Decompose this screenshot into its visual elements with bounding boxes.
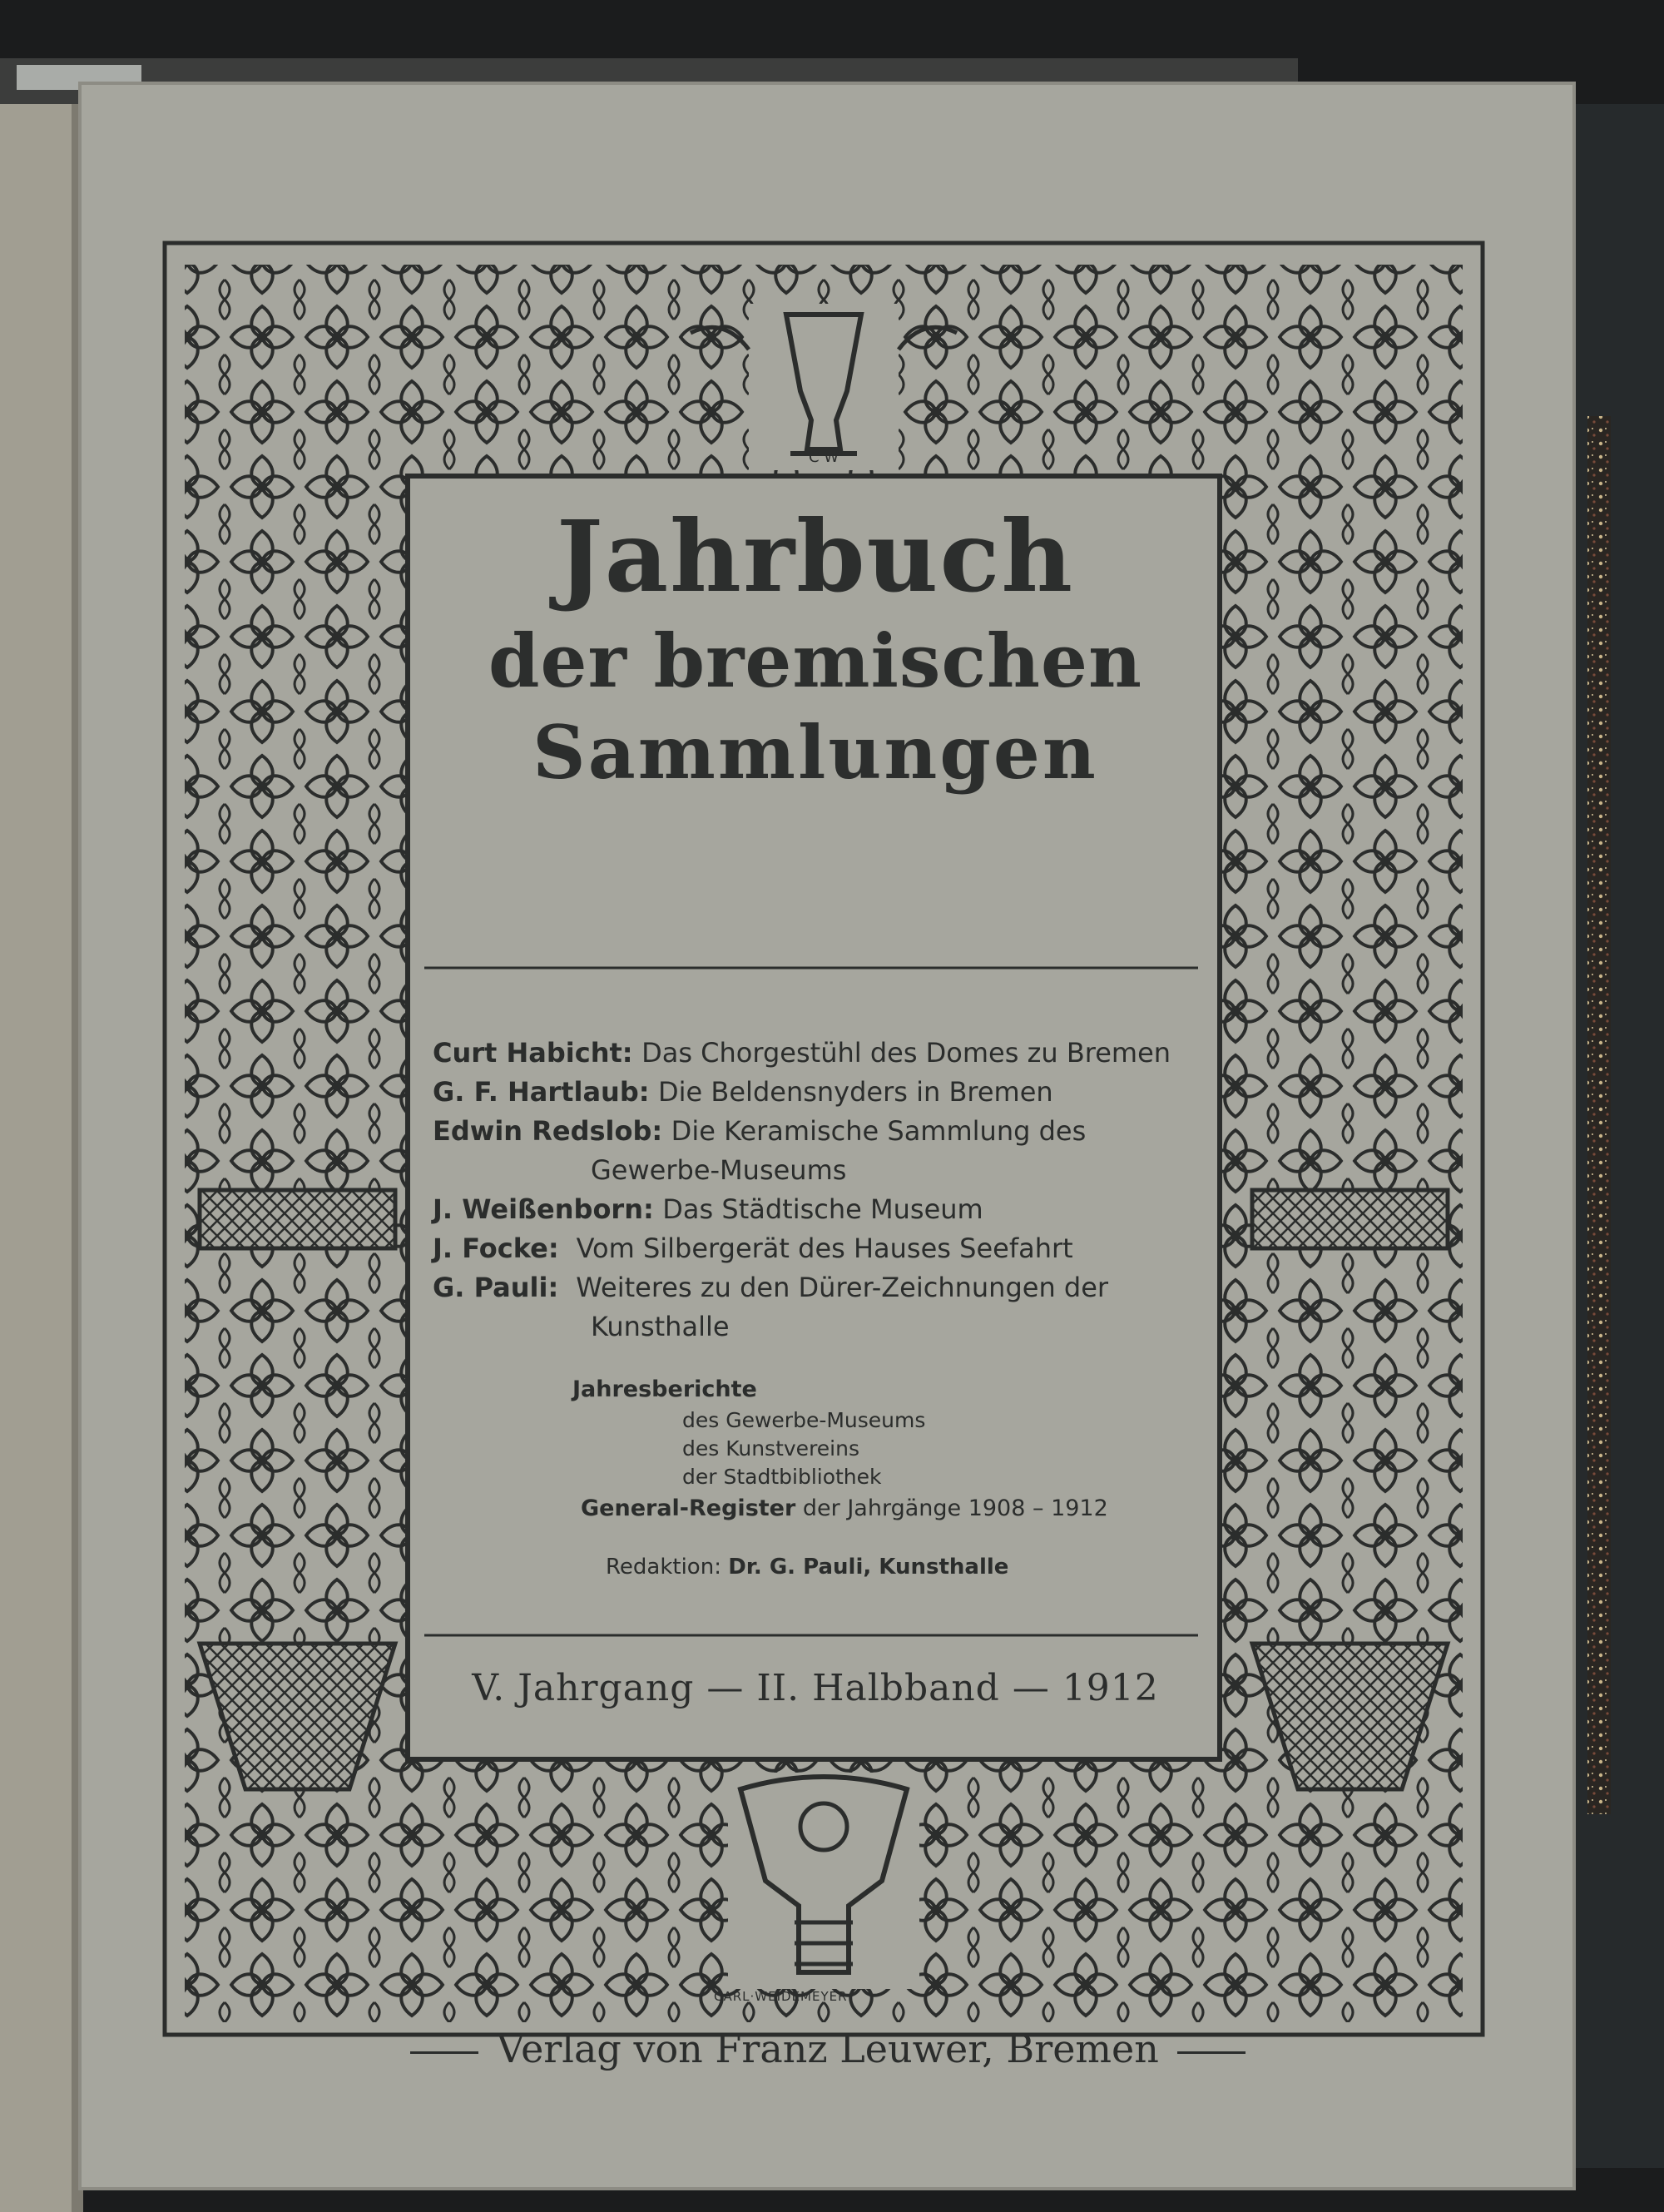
- entry-author: G. Pauli:: [433, 1272, 559, 1303]
- entry-work: Weiteres zu den Dürer-Zeichnungen der: [576, 1272, 1109, 1303]
- contents-entry: [433, 1112, 1206, 1151]
- title-block: [416, 498, 1215, 796]
- editor-line: [606, 1555, 1008, 1580]
- title-line-2: der bremischen: [488, 617, 1143, 704]
- entry-work: Das Chorgestühl des Domes zu Bremen: [641, 1037, 1171, 1069]
- contents-entry-continued: [433, 1307, 1206, 1347]
- entry-author: J. Focke:: [433, 1232, 559, 1264]
- contents-entry-continued: [433, 1151, 1206, 1190]
- title-line-3: Sammlungen: [532, 709, 1098, 796]
- report-item: des Kunstvereins: [682, 1436, 859, 1461]
- publisher-dash-left: [410, 2051, 478, 2054]
- editor-label: Redaktion:: [606, 1555, 721, 1580]
- entry-work: Das Städtische Museum: [662, 1193, 983, 1225]
- entry-work: Die Beldensnyders in Bremen: [658, 1076, 1053, 1108]
- annual-reports: [572, 1373, 1188, 1491]
- contents-entry: [433, 1268, 1206, 1307]
- contents-entry: [433, 1073, 1206, 1112]
- contents-list: [433, 1034, 1206, 1347]
- entry-work-continued: Gewerbe-Museums: [591, 1154, 847, 1186]
- general-register: [581, 1495, 1108, 1521]
- contents-entry: [433, 1190, 1206, 1229]
- contents-entry: [433, 1034, 1206, 1073]
- entry-work: Die Keramische Sammlung des: [671, 1115, 1087, 1147]
- reports-heading: Jahresberichte: [572, 1376, 757, 1402]
- entry-author: Curt Habicht:: [433, 1037, 633, 1069]
- volume-line: V. Jahrgang — II. Halbband — 1912: [472, 1667, 1159, 1709]
- register-text: der Jahrgänge 1908 – 1912: [802, 1495, 1108, 1521]
- publisher-dash-right: [1177, 2051, 1246, 2054]
- register-label: General-Register: [581, 1495, 796, 1521]
- report-item: der Stadtbibliothek: [682, 1465, 882, 1489]
- entry-work: Vom Silbergerät des Hauses Seefahrt: [576, 1232, 1073, 1264]
- contents-entry: [433, 1229, 1206, 1268]
- report-item: des Gewerbe-Museums: [682, 1408, 926, 1432]
- bottom-vase-ornament: [728, 1773, 919, 1989]
- artist-signature: CARL·WEIDEMEYER·: [714, 1989, 853, 2004]
- entry-work-continued: Kunsthalle: [591, 1311, 730, 1342]
- entry-author: G. F. Hartlaub:: [433, 1076, 650, 1108]
- frame-monogram: C W: [808, 449, 839, 466]
- publisher-line: [391, 2026, 1265, 2071]
- editor-name: Dr. G. Pauli, Kunsthalle: [728, 1555, 1009, 1580]
- title-line-1: Jahrbuch: [556, 498, 1075, 614]
- entry-author: J. Weißenborn:: [433, 1193, 654, 1225]
- publisher-name: Verlag von Franz Leuwer, Bremen: [497, 2026, 1159, 2071]
- entry-author: Edwin Redslob:: [433, 1115, 663, 1147]
